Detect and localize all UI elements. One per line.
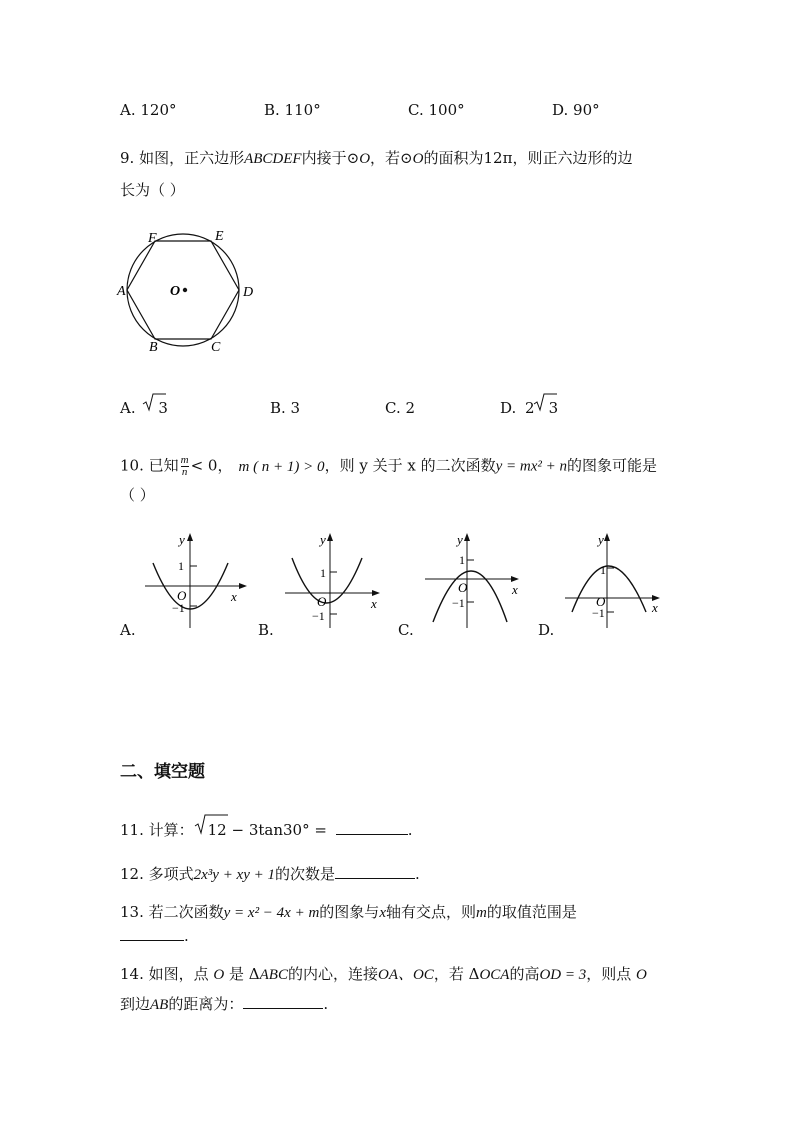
q14-od: OD = 3 (539, 967, 587, 983)
label-E: E (215, 229, 224, 244)
q13-answer-blank[interactable] (120, 926, 184, 941)
q14-line2-tail: 的距离为： (168, 995, 244, 1013)
q12-prefix: 12. 多项式 (120, 865, 194, 883)
q13-func: y = x² − 4x + m (223, 905, 320, 921)
q12-tail: 的次数是 (275, 865, 336, 883)
q9-prefix: 9. 如图，正六边形 (120, 149, 245, 167)
q10-prefix: 10. 已知 (120, 456, 179, 475)
radical-icon (194, 813, 228, 837)
q10-graph-b (280, 530, 390, 630)
q10-lt0: < 0 (190, 456, 218, 475)
q10-graph-a (140, 530, 250, 630)
origin-label: O (458, 580, 468, 595)
q12-end: . (415, 865, 420, 883)
q10-graph-d (560, 530, 670, 630)
q14-oca: OCA (479, 967, 510, 983)
origin-label: O (317, 594, 327, 609)
origin-label: O (596, 594, 606, 609)
q8-option-a: A. 120° (120, 101, 177, 119)
q14-mid5: ，则点 (586, 965, 637, 983)
q10-graph-c (420, 530, 530, 630)
q10-mid: ，则 y 关于 x 的二次函数 (324, 456, 496, 475)
section-2-heading: 二、填空题 (120, 762, 205, 782)
q9-option-d-label: D. (500, 399, 517, 417)
q11-answer-blank[interactable] (336, 820, 408, 835)
q10-line2: （ ） (120, 486, 155, 504)
q9-line1 (120, 148, 632, 169)
radical-icon (533, 392, 557, 414)
q9-inscribed: 内接于 (301, 149, 347, 167)
center-dot (183, 288, 187, 292)
q8-option-d: D. 90° (552, 101, 600, 119)
q14-o: O (213, 967, 225, 983)
radical-icon (142, 392, 166, 414)
q14-mid3: ，若 Δ (433, 965, 480, 983)
circle-symbol-icon: ⊙ (400, 149, 413, 167)
label-A: A (117, 284, 126, 299)
y-axis-label: y (179, 532, 185, 547)
q11-end: . (407, 821, 413, 839)
q9-area-value: 12π (483, 149, 513, 167)
q12-answer-blank[interactable] (335, 864, 415, 879)
q14-answer-blank[interactable] (243, 994, 323, 1009)
q12 (120, 864, 420, 885)
q9-line2: 长为（ ） (120, 181, 185, 199)
q13-line2 (120, 926, 189, 946)
label-F: F (148, 231, 157, 246)
q14-end: . (323, 995, 329, 1013)
q10-fraction (181, 455, 189, 478)
q13-mvar: m (476, 905, 487, 921)
q13-xvar: x (379, 905, 386, 921)
q9-option-b: B. 3 (270, 399, 301, 417)
tick-minus1-label: −1 (592, 606, 605, 620)
q10-tail: 的图象可能是 (566, 456, 657, 475)
frac-num: m (180, 454, 189, 466)
q11-prefix: 11. 计算： (120, 821, 194, 839)
tick-minus1-label: −1 (452, 596, 465, 610)
q11 (120, 820, 412, 840)
x-axis-label: x (371, 596, 377, 611)
tick-1-label: 1 (600, 563, 606, 577)
q9-option-d (500, 398, 558, 418)
q9-o-2: O (412, 151, 424, 167)
tick-1-label: 1 (320, 566, 326, 580)
q9-option-a (120, 398, 168, 418)
circle-symbol-icon: ⊙ (346, 149, 360, 167)
q14-mid2: 的内心，连接 (287, 965, 378, 983)
q9-option-a-label: A. (120, 399, 136, 417)
q10-graph-c-label: C. (398, 621, 414, 639)
label-D: D (243, 285, 254, 300)
q13 (120, 902, 577, 923)
y-axis-label: y (320, 532, 326, 547)
q10-graph-b-label: B. (258, 621, 274, 639)
q9-option-c: C. 2 (385, 399, 416, 417)
q11-radicand: 12 (207, 821, 227, 839)
q10-line1: 10. 已知 $\frac{m}{n}$ < 0， m ( n + 1) > 0，则 y 关于 x 的二次函数y = mx² + n的图象可能是 (120, 454, 657, 478)
q8-option-c: C. 100° (408, 101, 465, 119)
q9-tail: ，则正六边形的边 (512, 149, 633, 167)
q14-prefix: 14. 如图，点 (120, 965, 214, 983)
tick-minus1-label: −1 (312, 609, 325, 623)
q13-mid: 的图象与 (319, 903, 380, 921)
x-axis-label: x (512, 582, 518, 597)
label-C: C (211, 340, 221, 355)
q10-graph-d-label: D. (538, 621, 555, 639)
x-axis-label: x (231, 589, 237, 604)
x-axis-label: x (652, 600, 658, 615)
q10-func: y = mx² + n (495, 458, 567, 475)
q13-end: . (184, 927, 189, 945)
q13-mid2: 轴有交点，则 (385, 903, 476, 921)
q9-option-a-value: 3 (158, 399, 168, 417)
q11-rest: − 3tan30° = (226, 821, 327, 839)
q14-line1 (120, 964, 647, 985)
q14-mid1: 是 Δ (224, 965, 260, 983)
q9-option-d-coef: 2 (525, 399, 535, 417)
tick-1-label: 1 (178, 559, 184, 573)
sqrt-d (525, 398, 558, 418)
q8-option-b: B. 110° (264, 101, 321, 119)
q12-poly: 2x³y + xy + 1 (193, 867, 275, 883)
q14-ab: AB (150, 997, 169, 1013)
q9-option-d-value: 3 (548, 399, 559, 417)
q9-hexagon-figure (115, 228, 265, 358)
q14-line2-prefix: 到边 (120, 995, 151, 1013)
q10-graph-a-label: A. (120, 621, 136, 639)
q9-hexagon: ABCDEF (244, 151, 302, 167)
y-axis-label: y (457, 532, 463, 547)
label-B: B (149, 340, 158, 355)
q9-area-text: 的面积为 (423, 149, 484, 167)
q13-prefix: 13. 若二次函数 (120, 903, 224, 921)
q9-o: O (359, 151, 371, 167)
sqrt-a (144, 398, 168, 418)
label-O: O (170, 284, 181, 299)
q14-abc: ABC (259, 967, 288, 983)
q14-mid4: 的高 (509, 965, 540, 983)
q14-oa-oc: OA、OC (377, 967, 434, 983)
q9-comma-if: ，若 (370, 149, 401, 167)
tick-minus1-label: −1 (172, 601, 185, 615)
q11-sqrt (194, 820, 227, 840)
q13-tail: 的取值范围是 (486, 903, 577, 921)
tick-1-label: 1 (459, 553, 465, 567)
frac-den: n (181, 466, 188, 478)
origin-label: O (177, 588, 187, 603)
q14-o2: O (636, 967, 647, 983)
q14-line2 (120, 994, 328, 1015)
q10-cond2: m ( n + 1) > 0 (238, 458, 325, 475)
y-axis-label: y (598, 532, 604, 547)
